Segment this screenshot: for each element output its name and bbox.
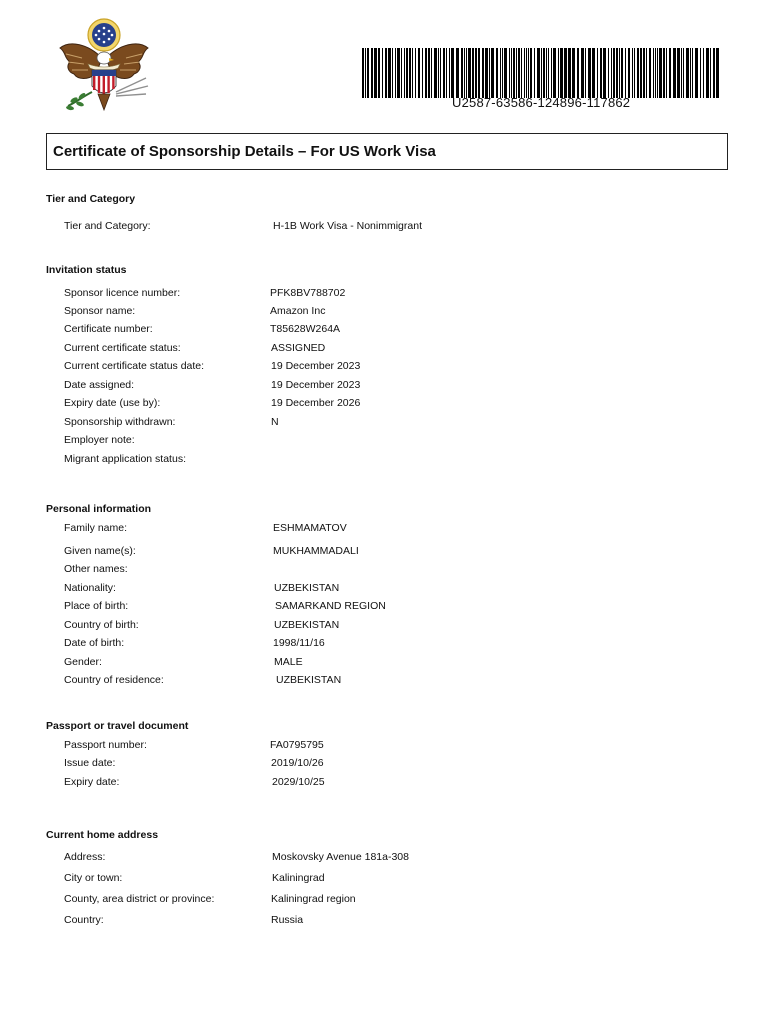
barcode-bar (543, 48, 545, 98)
barcode-bar (560, 48, 563, 98)
barcode-bar (700, 48, 701, 98)
barcode-bar (431, 48, 432, 98)
field-value: FA0795795 (270, 739, 324, 751)
field-value: Moskovsky Avenue 181a-308 (272, 851, 409, 863)
barcode-bar (475, 48, 477, 98)
field-label: Gender: (64, 656, 102, 668)
barcode-bar (524, 48, 525, 98)
barcode-bar (482, 48, 484, 98)
barcode-bar (600, 48, 602, 98)
barcode-bar (388, 48, 391, 98)
field-label: Current certificate status date: (64, 360, 205, 372)
barcode-bar (692, 48, 693, 98)
field-label: Expiry date (use by): (64, 397, 161, 409)
barcode-bar (706, 48, 709, 98)
field-label: Certificate number: (64, 323, 153, 335)
barcode-bar (666, 48, 667, 98)
barcode-bar (496, 48, 498, 98)
field-label: Country: (64, 914, 104, 926)
barcode-number: U2587-63586-124896-117862 (452, 95, 631, 110)
barcode-bar (422, 48, 423, 98)
section-heading-tier: Tier and Category (46, 193, 136, 205)
barcode-bar (659, 48, 662, 98)
barcode-bar (608, 48, 609, 98)
field-value: N (271, 416, 279, 428)
barcode-bar (438, 48, 439, 98)
barcode-bar (577, 48, 579, 98)
barcode-bar (637, 48, 639, 98)
field-label: Address: (64, 851, 106, 863)
field-label: Current certificate status: (64, 342, 181, 354)
field-label: Sponsor name: (64, 305, 136, 317)
field-label: Expiry date: (64, 776, 120, 788)
barcode-bar (558, 48, 559, 98)
barcode-bar (404, 48, 405, 98)
barcode-bar (440, 48, 441, 98)
barcode-bar (449, 48, 450, 98)
barcode-bar (418, 48, 420, 98)
field-label: City or town: (64, 872, 123, 884)
barcode-bar (703, 48, 704, 98)
field-value: Kaliningrad (272, 872, 325, 884)
barcode-bar (710, 48, 711, 98)
field-value: SAMARKAND REGION (275, 600, 386, 612)
barcode-bar (491, 48, 494, 98)
tier-value: H-1B Work Visa - Nonimmigrant (273, 220, 422, 232)
section-heading-invitation: Invitation status (46, 264, 127, 276)
barcode-bar (657, 48, 658, 98)
tier-label: Tier and Category: (64, 220, 151, 232)
barcode-bar (466, 48, 467, 98)
barcode-bar (451, 48, 454, 98)
barcode-bar (625, 48, 626, 98)
barcode-bar (406, 48, 408, 98)
barcode-bar (502, 48, 503, 98)
barcode-bar (597, 48, 598, 98)
barcode-bar (669, 48, 671, 98)
barcode-bar (374, 48, 377, 98)
barcode-bar (581, 48, 584, 98)
field-label: Given name(s): (64, 545, 136, 557)
barcode-bar (443, 48, 445, 98)
barcode-bar (468, 48, 471, 98)
barcode-bar (585, 48, 586, 98)
barcode-bar (378, 48, 380, 98)
field-value: 19 December 2023 (271, 379, 361, 391)
field-label: Place of birth: (64, 600, 129, 612)
section-heading-personal: Personal information (46, 503, 152, 515)
barcode-bar (592, 48, 595, 98)
barcode-bar (521, 48, 522, 98)
barcode-bar (643, 48, 645, 98)
barcode-bar (464, 48, 465, 98)
barcode-bar (653, 48, 654, 98)
barcode-bar (553, 48, 556, 98)
barcode-bar (365, 48, 366, 98)
barcode-bar (371, 48, 373, 98)
barcode-bar (509, 48, 510, 98)
section-heading-passport: Passport or travel document (46, 720, 189, 732)
barcode-bar (489, 48, 490, 98)
field-value: MUKHAMMADALI (273, 545, 359, 557)
barcode-bar (428, 48, 430, 98)
field-label: Family name: (64, 522, 128, 534)
barcode (362, 48, 722, 110)
barcode-bar (673, 48, 676, 98)
barcode-bar (425, 48, 427, 98)
barcode-bar (461, 48, 463, 98)
barcode-bar (551, 48, 552, 98)
barcode-bars (362, 48, 722, 98)
title-box (46, 133, 728, 170)
field-value: Russia (271, 914, 304, 926)
field-value: UZBEKISTAN (274, 619, 340, 631)
field-value: UZBEKISTAN (276, 674, 342, 686)
barcode-bar (683, 48, 684, 98)
barcode-bar (616, 48, 618, 98)
barcode-bar (385, 48, 387, 98)
barcode-bar (409, 48, 411, 98)
field-value: MALE (274, 656, 303, 668)
field-label: Employer note: (64, 434, 135, 446)
barcode-bar (634, 48, 635, 98)
barcode-bar (537, 48, 540, 98)
barcode-bar (546, 48, 547, 98)
barcode-bar (632, 48, 633, 98)
field-label: Issue date: (64, 757, 116, 769)
barcode-bar (516, 48, 517, 98)
field-value: UZBEKISTAN (274, 582, 340, 594)
field-value: 1998/11/16 (273, 637, 325, 649)
field-label: Sponsor licence number: (64, 287, 181, 299)
field-label: Migrant application status: (64, 453, 186, 465)
barcode-bar (588, 48, 591, 98)
barcode-bar (478, 48, 480, 98)
barcode-bar (456, 48, 459, 98)
barcode-bar (412, 48, 413, 98)
barcode-bar (541, 48, 542, 98)
field-label: Passport number: (64, 739, 147, 751)
barcode-bar (690, 48, 691, 98)
barcode-bar (628, 48, 630, 98)
field-value: ESHMAMATOV (273, 522, 347, 534)
barcode-bar (513, 48, 515, 98)
field-value: 2019/10/26 (271, 757, 324, 769)
barcode-bar (382, 48, 383, 98)
barcode-bar (526, 48, 527, 98)
field-label: Date of birth: (64, 637, 125, 649)
barcode-bar (485, 48, 488, 98)
barcode-bar (619, 48, 620, 98)
field-value: ASSIGNED (271, 342, 326, 354)
field-label: Nationality: (64, 582, 116, 594)
field-value: T85628W264A (270, 323, 341, 335)
barcode-bar (686, 48, 689, 98)
barcode-bar (367, 48, 369, 98)
field-value: 19 December 2026 (271, 397, 361, 409)
barcode-bar (528, 48, 529, 98)
barcode-bar (518, 48, 520, 98)
barcode-bar (640, 48, 642, 98)
barcode-bar (716, 48, 719, 98)
barcode-bar (395, 48, 396, 98)
barcode-bar (572, 48, 575, 98)
barcode-bar (415, 48, 416, 98)
field-value: 2029/10/25 (272, 776, 325, 788)
barcode-bar (397, 48, 400, 98)
barcode-bar (392, 48, 393, 98)
barcode-bar (534, 48, 535, 98)
field-label: Country of birth: (64, 619, 139, 631)
barcode-bar (434, 48, 437, 98)
field-value: Amazon Inc (270, 305, 326, 317)
barcode-bar (603, 48, 606, 98)
barcode-bar (530, 48, 532, 98)
barcode-bar (446, 48, 447, 98)
barcode-bar (568, 48, 571, 98)
field-value: Kaliningrad region (271, 893, 356, 905)
barcode-bar (401, 48, 402, 98)
us-great-seal-logo (52, 14, 156, 118)
field-label: Date assigned: (64, 379, 135, 391)
section-heading-address: Current home address (46, 829, 159, 841)
barcode-bar (649, 48, 651, 98)
barcode-bar (548, 48, 549, 98)
field-value: 19 December 2023 (271, 360, 361, 372)
barcode-bar (500, 48, 501, 98)
barcode-bar (713, 48, 715, 98)
field-label: County, area district or province: (64, 893, 215, 905)
field-label: Country of residence: (64, 674, 164, 686)
barcode-bar (663, 48, 665, 98)
barcode-bar (621, 48, 623, 98)
barcode-bar (472, 48, 474, 98)
barcode-bar (655, 48, 656, 98)
document-title: Certificate of Sponsorship Details – For US Work Visa (53, 143, 436, 160)
barcode-bar (564, 48, 567, 98)
field-label: Other names: (64, 563, 128, 575)
barcode-bar (677, 48, 680, 98)
barcode-bar (504, 48, 507, 98)
field-label: Sponsorship withdrawn: (64, 416, 176, 428)
barcode-bar (695, 48, 698, 98)
barcode-bar (613, 48, 615, 98)
barcode-bar (511, 48, 512, 98)
barcode-bar (681, 48, 682, 98)
barcode-bar (646, 48, 647, 98)
barcode-bar (362, 48, 364, 98)
field-value: PFK8BV788702 (270, 287, 346, 299)
barcode-bar (611, 48, 612, 98)
